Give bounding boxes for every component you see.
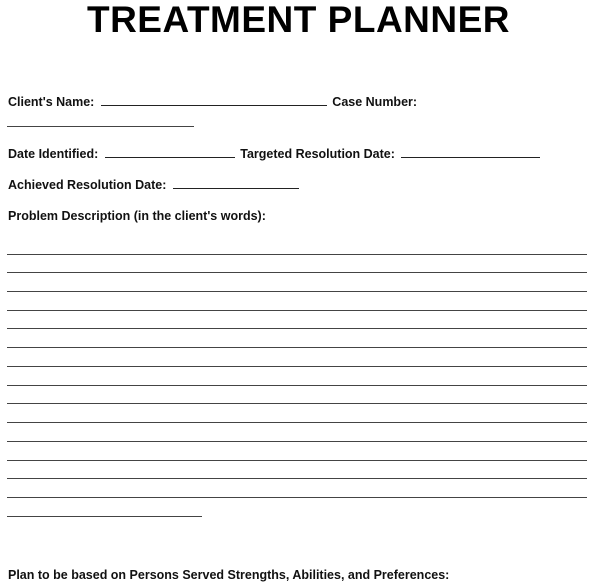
writing-line <box>7 347 587 348</box>
writing-line <box>7 441 587 442</box>
achieved-resolution-label: Achieved Resolution Date: <box>8 178 167 192</box>
plan-label: Plan to be based on Persons Served Strengths, Abilities, and Preferences: <box>8 568 450 582</box>
writing-line <box>7 291 587 292</box>
writing-line <box>7 403 587 404</box>
client-name-row <box>8 94 417 110</box>
writing-line <box>7 310 587 311</box>
writing-line <box>7 460 587 461</box>
case-number-label: Case Number: <box>332 95 418 109</box>
writing-line <box>7 254 587 255</box>
date-identified-label: Date Identified: <box>8 147 99 161</box>
writing-line <box>7 385 587 386</box>
writing-line <box>7 328 587 329</box>
writing-line <box>7 422 587 423</box>
writing-line <box>7 478 587 479</box>
writing-line <box>7 366 587 367</box>
writing-line <box>7 516 202 517</box>
writing-line <box>7 497 587 498</box>
problem-description-label: Problem Description (in the client's words): <box>8 209 266 223</box>
achieved-resolution-field[interactable] <box>173 177 299 189</box>
targeted-resolution-field[interactable] <box>401 146 540 158</box>
writing-line <box>7 272 587 273</box>
client-name-field[interactable] <box>101 94 327 106</box>
achieved-row <box>8 177 301 193</box>
client-name-label: Client's Name: <box>8 95 95 109</box>
case-number-field[interactable] <box>7 126 194 127</box>
dates-row <box>8 146 542 162</box>
date-identified-field[interactable] <box>105 146 235 158</box>
form-title: TREATMENT PLANNER <box>86 0 510 40</box>
targeted-resolution-label: Targeted Resolution Date: <box>240 147 395 161</box>
